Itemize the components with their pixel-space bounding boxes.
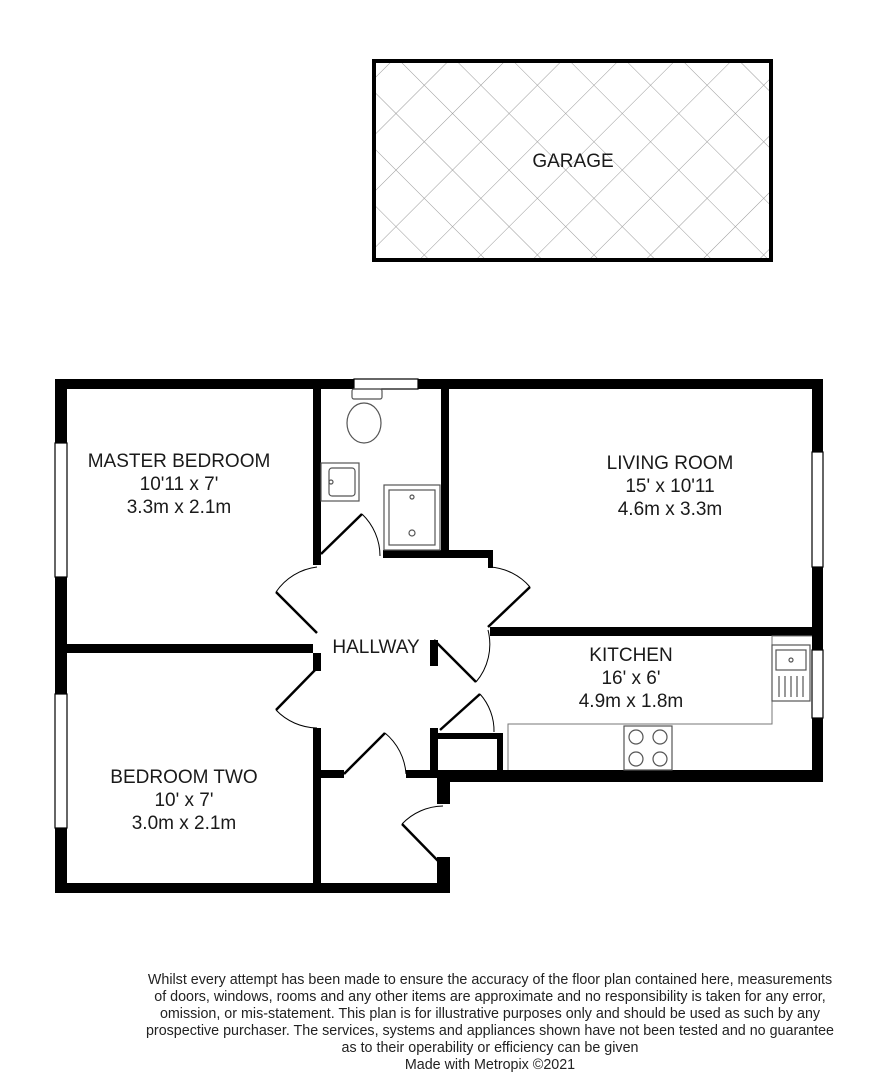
disclaimer bbox=[110, 972, 870, 1074]
disclaimer-line: Whilst every attempt has been made to ensure the accuracy of the floor plan contained here, measurements bbox=[147, 972, 833, 988]
sink-icon bbox=[772, 645, 810, 701]
bedroom-two-name: BEDROOM TWO bbox=[110, 767, 258, 788]
garage-label: GARAGE bbox=[532, 151, 614, 172]
kitchen-name: KITCHEN bbox=[589, 645, 673, 666]
shower-icon bbox=[384, 485, 440, 550]
master-bedroom-metric: 3.3m x 2.1m bbox=[126, 497, 232, 518]
living-room-metric: 4.6m x 3.3m bbox=[617, 499, 723, 520]
kitchen-metric: 4.9m x 1.8m bbox=[578, 691, 684, 712]
disclaimer-line: of doors, windows, rooms and any other items are approximate and no responsibility is taken for any error, bbox=[154, 989, 826, 1005]
door-cupboard bbox=[440, 694, 494, 732]
hallway-name: HALLWAY bbox=[332, 637, 420, 658]
disclaimer-line: as to their operability or efficiency can be given bbox=[341, 1040, 639, 1056]
door-master-bedroom bbox=[276, 567, 317, 633]
living-room-name: LIVING ROOM bbox=[606, 453, 734, 474]
disclaimer-line: prospective purchaser. The services, systems and appliances shown have not been tested and no guarantee bbox=[145, 1023, 834, 1039]
fixtures bbox=[321, 389, 812, 770]
door-hallway-lower bbox=[344, 733, 406, 774]
bedroom-two-metric: 3.0m x 2.1m bbox=[131, 813, 237, 834]
window-bedroom-two bbox=[55, 694, 67, 828]
basin-icon bbox=[321, 463, 359, 501]
master-bedroom-imperial: 10'11 x 7' bbox=[139, 474, 219, 495]
master-bedroom-name: MASTER BEDROOM bbox=[87, 451, 271, 472]
windows bbox=[55, 379, 823, 828]
hob-icon bbox=[624, 726, 672, 770]
door-living-room bbox=[488, 567, 530, 627]
window-master-bedroom bbox=[55, 443, 67, 577]
disclaimer-credit: Made with Metropix ©2021 bbox=[404, 1057, 576, 1073]
door-bedroom-two bbox=[276, 668, 317, 728]
living-room-imperial: 15' x 10'11 bbox=[625, 476, 715, 497]
door-kitchen bbox=[434, 630, 490, 682]
window-kitchen bbox=[812, 650, 823, 718]
bedroom-two-imperial: 10' x 7' bbox=[154, 790, 214, 811]
disclaimer-line: omission, or mis-statement. This plan is for illustrative purposes only and should be used as such by any bbox=[159, 1006, 821, 1022]
kitchen-imperial: 16' x 6' bbox=[601, 668, 661, 689]
window-bathroom bbox=[354, 379, 418, 389]
toilet-icon bbox=[347, 389, 382, 443]
garage bbox=[374, 61, 771, 260]
door-bathroom bbox=[321, 514, 380, 556]
window-living-room bbox=[812, 452, 823, 567]
door-entrance bbox=[402, 806, 443, 866]
